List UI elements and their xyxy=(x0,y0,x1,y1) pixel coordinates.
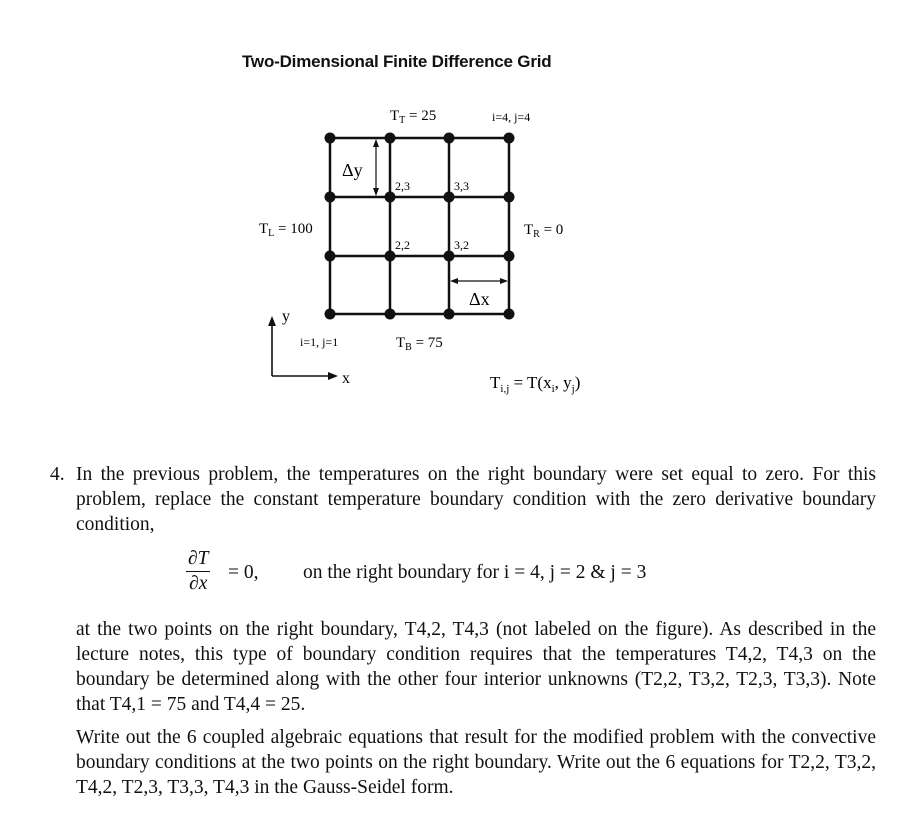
corner-label-top-right: i=4, j=4 xyxy=(492,110,531,124)
node-label-3-3: 3,3 xyxy=(454,179,469,193)
grid-node xyxy=(444,309,455,320)
right-boundary-temp: $T_R = 0$ xyxy=(524,222,564,240)
grid-node xyxy=(325,133,336,144)
delta-y-label: Δy xyxy=(342,160,363,180)
grid-node xyxy=(385,309,396,320)
node-label-3-2: 3,2 xyxy=(454,238,469,252)
grid-node xyxy=(385,192,396,203)
grid-node xyxy=(504,251,515,262)
grid-node xyxy=(385,133,396,144)
problem-explanation-paragraph: at the two points on the right boundary, T4,2, T4,3 (not labeled on the figure). As described in the lecture notes, this type of boundary condition requires that the temperatures T4,2, T4,3 on the boundary be determined along with the other four interior unknowns (T2,2, T3,2, T2,3, T3,3). Note that T4,1 = 75 and T4,4 = 25. xyxy=(76,619,876,715)
grid-node xyxy=(325,192,336,203)
grid-node xyxy=(504,192,515,203)
node-label-2-2: 2,2 xyxy=(395,238,410,252)
problem-number: 4. xyxy=(50,464,65,485)
y-axis-arrowhead xyxy=(268,316,276,326)
equation-condition: on the right boundary for i = 4, j = 2 & j = 3 xyxy=(303,562,647,583)
grid-node xyxy=(504,133,515,144)
delta-y-arrow xyxy=(373,139,379,196)
y-axis-label: y xyxy=(282,308,290,325)
problem-intro-paragraph: In the previous problem, the temperatures on the right boundary were set equal to zero. For this problem, replace the constant temperature boundary condition with the zero derivative boundary condition, xyxy=(76,464,876,535)
left-boundary-temp: $T_L = 100$ xyxy=(259,221,313,239)
grid-node xyxy=(325,309,336,320)
fraction-numerator: ∂T xyxy=(186,547,210,572)
grid-node xyxy=(325,251,336,262)
boundary-condition-equation xyxy=(50,543,876,613)
delta-x-label: Δx xyxy=(469,289,490,309)
problem-4 xyxy=(50,462,876,800)
problem-task-paragraph: Write out the 6 coupled algebraic equations that result for the modified problem with the convective boundary conditions at the two points on the right boundary. Write out the 6 equations for T2,2, T3,2, T4,2, T2,3, T3,3, T4,3 in the Gauss-Seidel form. xyxy=(76,727,876,798)
top-boundary-temp: $T_T = 25$ xyxy=(390,108,437,126)
grid-node xyxy=(444,133,455,144)
equation-rhs: = 0, xyxy=(228,562,259,583)
grid-node xyxy=(444,192,455,203)
figure-title: Two-Dimensional Finite Difference Grid xyxy=(242,52,552,71)
partial-derivative-fraction xyxy=(186,547,210,596)
grid-node xyxy=(504,309,515,320)
delta-x-arrow xyxy=(450,278,508,284)
x-axis-arrowhead xyxy=(328,372,338,380)
corner-label-bottom-left: i=1, j=1 xyxy=(300,335,339,349)
grid-node xyxy=(444,251,455,262)
x-axis-label: x xyxy=(342,370,350,387)
fraction-denominator: ∂x xyxy=(189,573,208,594)
bottom-boundary-temp: $T_B = 75$ xyxy=(396,335,443,353)
temperature-definition: $T_{i,j} = T(x_i$, $y_j$) xyxy=(490,373,581,395)
grid-node xyxy=(385,251,396,262)
node-label-2-3: 2,3 xyxy=(395,179,410,193)
